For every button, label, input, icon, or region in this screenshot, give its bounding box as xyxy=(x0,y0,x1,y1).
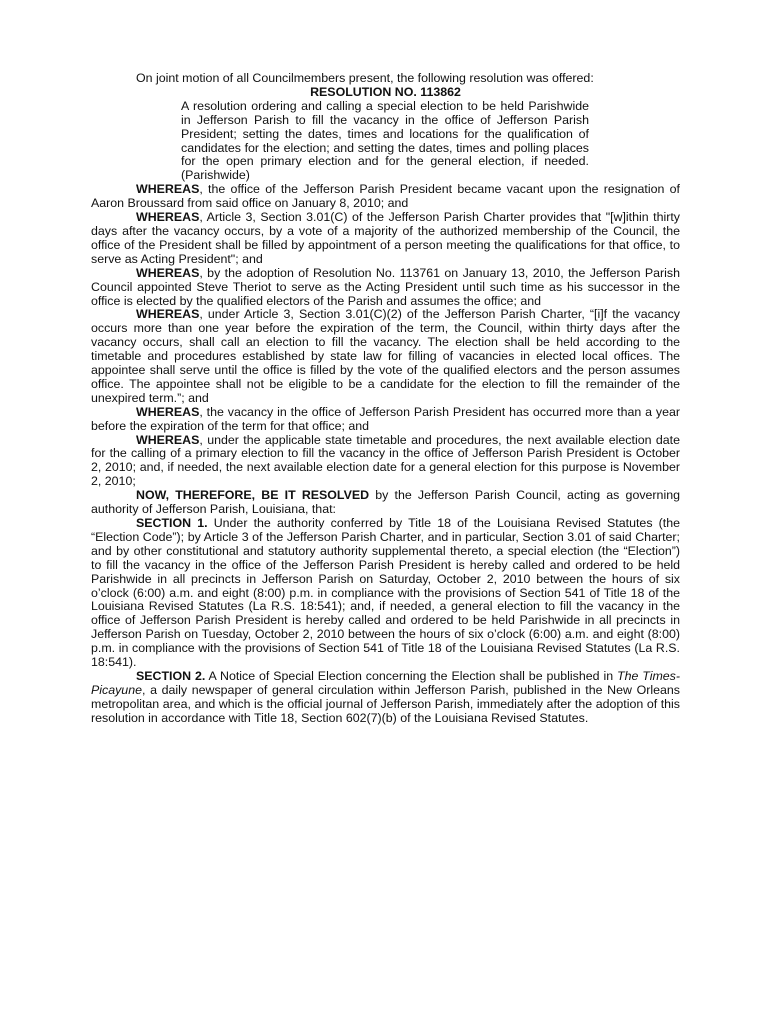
section-1 xyxy=(91,517,680,670)
whereas-label: WHEREAS xyxy=(136,432,200,447)
section-2 xyxy=(91,670,680,726)
section-2-label: SECTION 2. xyxy=(136,668,206,683)
resolved-clause xyxy=(91,489,680,517)
whereas-label: WHEREAS xyxy=(136,404,200,419)
whereas-clause xyxy=(91,406,680,434)
section-2-text: A Notice of Special Election concerning the Election shall be published in xyxy=(205,668,617,683)
whereas-label: WHEREAS xyxy=(136,210,200,225)
whereas-clause xyxy=(91,308,680,405)
resolution-document xyxy=(91,72,680,726)
whereas-text: , under Article 3, Section 3.01(C)(2) of the Jefferson Parish Charter, “[i]f the vacancy occurs more than one year before the expiration of the term, the Council, within thirty days after the vacancy occurs, shall call an election to fill the vacancy. The election shall be held according to the timetable and procedures established by state law for filling of vacancies in elected local offices. The appointee shall serve until the office is filled by the vote of the qualified electors and the person assumes office. The appointee shall not be eligible to be a candidate for the election to fill the remainder of the unexpired term.”; and xyxy=(91,307,680,405)
whereas-text: , under the applicable state timetable and procedures, the next available election date for the calling of a primary election to fill the vacancy in the office of Jefferson Parish President is October 2, 2010; and, if needed, the next available election date for a general election for this purpose is November 2, 2010; xyxy=(91,432,680,489)
section-1-label: SECTION 1. xyxy=(136,516,208,530)
intro-paragraph: On joint motion of all Councilmembers present, the following resolution was offered: xyxy=(136,71,594,85)
newspaper-name: The Times-Picayune xyxy=(91,668,680,697)
whereas-clause xyxy=(91,211,680,267)
resolved-text: by the Jefferson Parish Council, acting as governing authority of Jefferson Parish, Louisiana, that: xyxy=(91,488,680,517)
whereas-label: WHEREAS xyxy=(136,265,200,280)
section-1-text: Under the authority conferred by Title 18 of the Louisiana Revised Statutes (the “Election Code”); by Article 3 of the Jefferson Parish Charter, and in particular, Section 3.01 of said Charter; and by other constitutional and statutory authority supplemental thereto, a special election (the “Election”) to fill the vacancy in the office of the Jefferson Parish President is hereby called and ordered to be held Parishwide in all precincts in Jefferson Parish on Saturday, October 2, 2010 between the hours of six o’clock (6:00) a.m. and eight (8:00) p.m. in compliance with the provisions of Section 541 of Title 18 of the Louisiana Revised Statutes (La R.S. 18:541); and, if needed, a general election to fill the vacancy in the office of Jefferson Parish President is hereby called and ordered to be held Parishwide in all precincts in Jefferson Parish on Tuesday, October 2, 2010 between the hours of six o’clock (6:00) a.m. and eight (8:00) p.m. in compliance with the provisions of Section 541 of Title 18 of the Louisiana Revised Statutes (La R.S. 18:541). xyxy=(91,516,680,670)
whereas-label: WHEREAS xyxy=(136,307,200,322)
resolved-label: NOW, THEREFORE, BE IT RESOLVED xyxy=(136,488,370,503)
whereas-text: , Article 3, Section 3.01(C) of the Jefferson Parish Charter provides that "[w]ithin thirty days after the vacancy occurs, by a vote of a majority of the authorized membership of the Council, the office of the President shall be filled by appointment of a person meeting the qualifications for that office, to serve as Acting President"; and xyxy=(91,210,680,266)
whereas-text: , by the adoption of Resolution No. 113761 on January 13, 2010, the Jefferson Parish Council appointed Steve Theriot to serve as the Acting President until such time as his successor in the office is elected by the qualified electors of the Parish and assumes the office; and xyxy=(91,265,680,308)
resolution-summary: A resolution ordering and calling a special election to be held Parishwide in Jefferson Parish to fill the vacancy in the office of Jefferson Parish President; setting the dates, times and locations for the qualification of candidates for the election; and setting the dates, times and polling places for the open primary election and for the general election, if needed. (Parishwide) xyxy=(181,98,589,183)
whereas-label: WHEREAS xyxy=(136,182,200,197)
whereas-clause xyxy=(91,183,680,211)
whereas-text: , the vacancy in the office of Jefferson Parish President has occurred more than a year before the expiration of the term for that office; and xyxy=(91,404,680,433)
whereas-text: , the office of the Jefferson Parish President became vacant upon the resignation of Aaron Broussard from said office on January 8, 2010; and xyxy=(91,182,680,211)
resolution-title: RESOLUTION NO. 113862 xyxy=(310,84,461,99)
whereas-clause xyxy=(91,267,680,309)
whereas-clause xyxy=(91,434,680,490)
section-2-text-cont: , a daily newspaper of general circulation within Jefferson Parish, published in the New Orleans metropolitan area, and which is the official journal of Jefferson Parish, immediately after the adoption of this resolution in accordance with Title 18, Section 602(7)(b) of the Louisiana Revised Statutes. xyxy=(91,682,680,725)
